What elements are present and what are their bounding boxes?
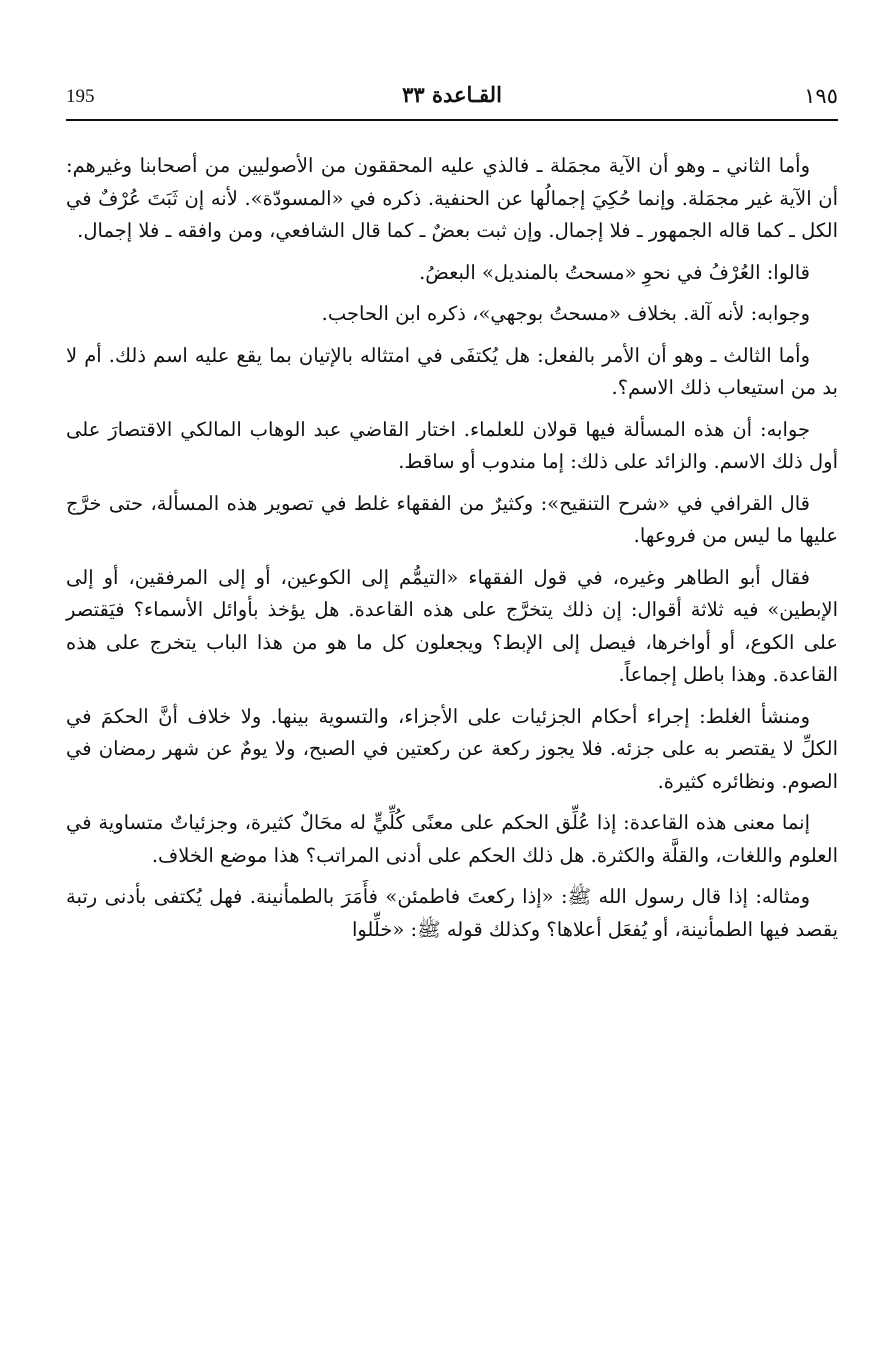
paragraph: جوابه: أن هذه المسألة فيها قولان للعلماء. اختار القاضي عبد الوهاب المالكي الاقتصارَ على أول ذلك الاسم. والزائد على ذلك: إما مندوب أو ساقط. [66, 417, 838, 473]
paragraph: قالوا: العُرْفُ في نحوِ «مسحتُ بالمنديل» البعضُ. [419, 260, 810, 284]
page-number-arabic: ١٩٥ [804, 84, 838, 108]
paragraph: ومنشأ الغلط: إجراء أحكام الجزئيات على الأجزاء، والتسوية بينها. ولا خلاف أنَّ الحكمَ في الكلِّ لا يقتصر به على جزئه. فلا يجوز ركعة عن ركعتين في الصبح، ولا يومٌ عن شهر رمضان في الصوم. ونظائره كثيرة. [66, 704, 838, 793]
page-number-latin: 195 [66, 86, 95, 107]
paragraph: ومثاله: إذا قال رسول الله ﷺ: «إذا ركعتَ فاطمئن» فأَمَرَ بالطمأنينة. فهل يُكتفى بأدنى رتبة يقصد فيها الطمأنينة، أو يُفعَل أعلاها؟ وكذلك قوله ﷺ: «خلِّلوا [66, 885, 838, 941]
paragraph: وأما الثاني ـ وهو أن الآية مجمَلة ـ فالذي عليه المحققون من الأصوليين من أصحابنا وغيرهم: أن الآية غير مجمَلة. وإنما حُكِيَ إجمالُها عن الحنفية. ذكره في «المسودّة». لأنه إن ثَبَتَ عُرْفٌ في الكل ـ كما قاله الجمهور ـ فلا إجمال. وإن ثبت بعضٌ ـ كما قال الشافعي، ومن وافقه ـ فلا إجمال. [66, 154, 838, 242]
paragraph: فقال أبو الطاهر وغيره، في قول الفقهاء «التيمُّم إلى الكوعين، أو إلى المرفقين، أو إلى الإبطين» فيه ثلاثة أقوال: إن ذلك يتخرَّج على هذه القاعدة. هل يؤخذ بأوائل الأسماء؟ فيَقتصر على الكوع، أو أواخرها، فيصل إلى الإبط؟ ويجعلون كل ما هو من هذا الباب يتخرج على هذه القاعدة. وهذا باطل إجماعاً. [66, 565, 838, 686]
paragraph: وأما الثالث ـ وهو أن الأمر بالفعل: هل يُكتفَى في امتثاله بالإتيان بما يقع عليه اسم ذلك. أم لا بد من استيعاب ذلك الاسم؟. [66, 343, 838, 399]
paragraph: وجوابه: لأنه آلة. بخلاف «مسحتُ بوجهي»، ذكره ابن الحاجب. [321, 302, 810, 325]
header-rule [66, 119, 838, 121]
page-header [66, 82, 838, 116]
paragraph: قال القرافي في «شرح التنقيح»: وكثيرٌ من الفقهاء غلط في تصوير هذه المسألة، حتى خرَّج عليها ما ليس من فروعها. [66, 491, 838, 547]
running-title: القـاعدة ٣٣ [402, 82, 502, 107]
paragraph: إنما معنى هذه القاعدة: إذا عُلِّق الحكم على معنًى كُلِّيٍّ له محَالٌ كثيرة، وجزئياتٌ متساوية في العلوم واللغات، والقلَّة والكثرة. هل ذلك الحكم على أدنى المراتب؟ هذا موضع الخلاف. [66, 811, 838, 867]
body-text [66, 150, 838, 955]
